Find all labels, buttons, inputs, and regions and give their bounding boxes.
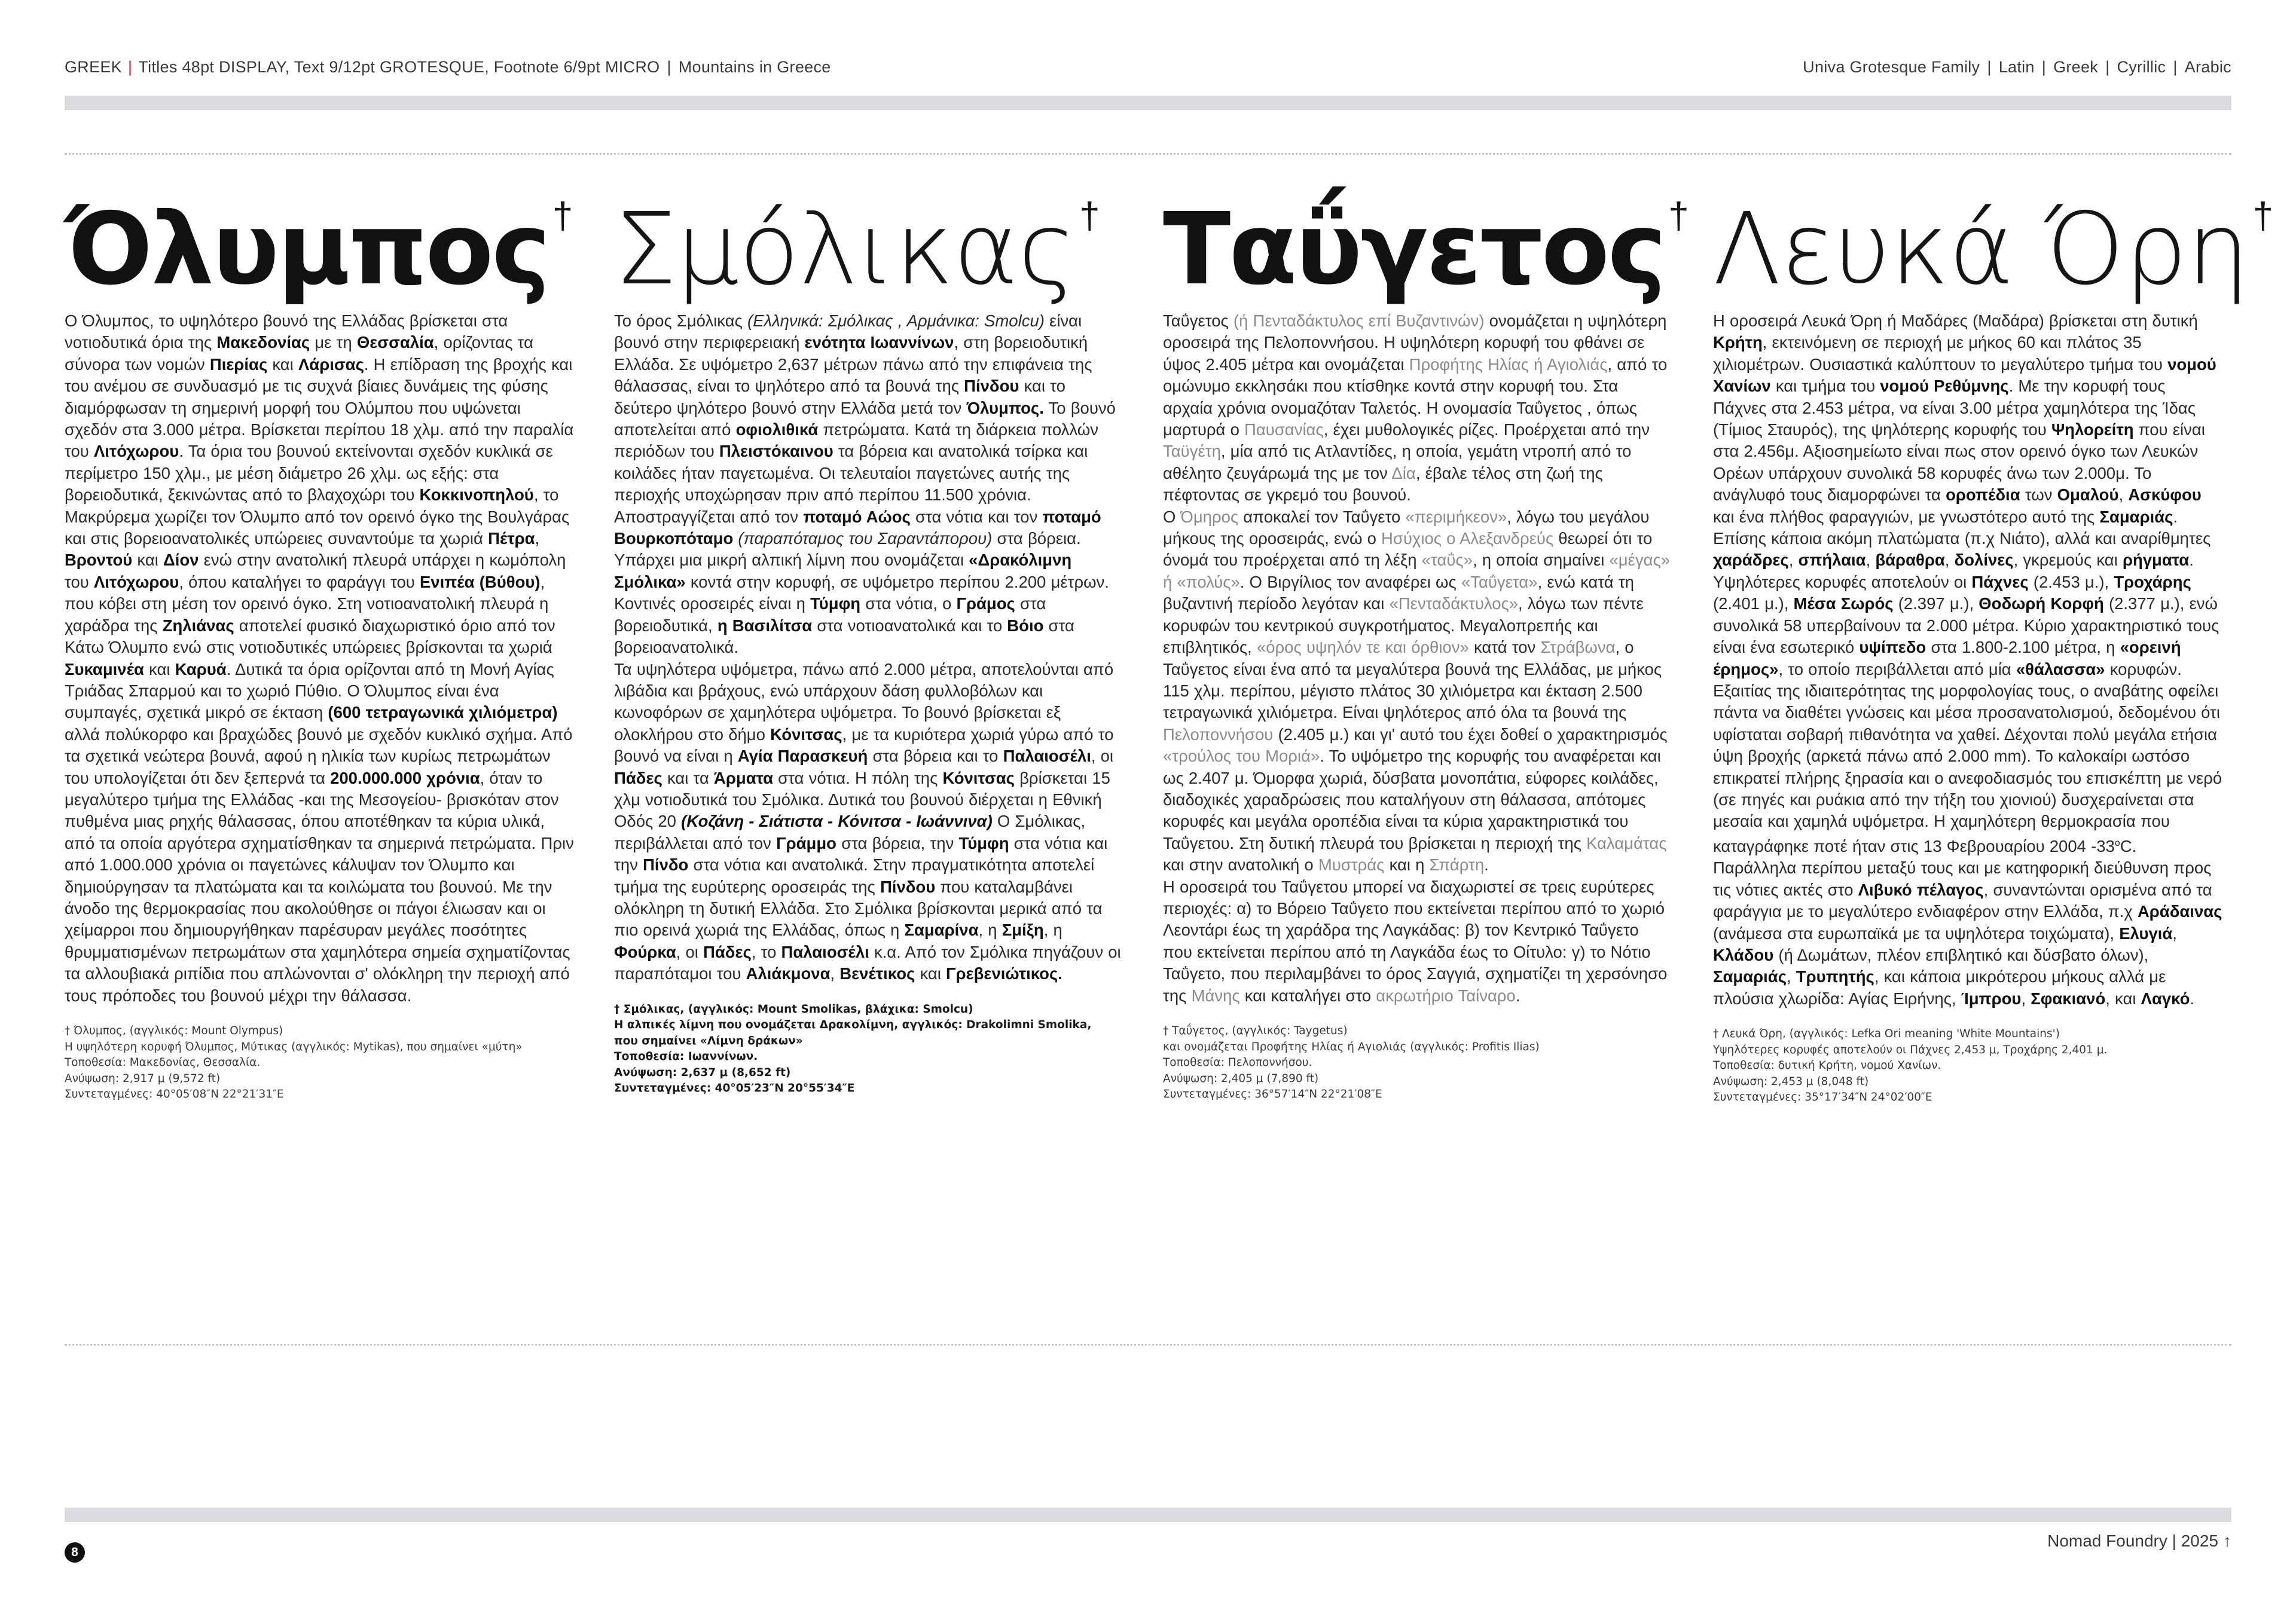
- body-text-smolikas: Το όρος Σμόλικας (Ελληνικά: Σμόλικας , Αρμάνικα: Smolcu) είναι βουνό στην περιφερειακή ενότητα Ιωαννίνων, στη βορειοδυτική Ελλάδα. Σε υψόμετρο 2,637 μέτρων πάνω από την επιφάνεια της θάλασσας, είναι το ψηλότερο από τα βουνά της Πίνδου και το δεύτερο ψηλότερο βουνό στην Ελλάδα μετά τον Όλυμπος. Το βουνό αποτελείται από οφιολιθικά πετρώματα. Κατά τη διάρκεια πολλών περιόδων του Πλειστόκαινου τα βόρεια και ανατολικά τσίρκα και κοιλάδες ήταν παγετωμένα. Οι τελευταίοι παγετώνες αυτής της περιοχής υποχώρησαν πριν από περίπου 11.500 χρόνια. Αποστραγγίζεται από τον ποταμό Αώος στα νότια και τον ποταμό Βουρκοπόταμο (παραπόταμος του Σαραντάπορου) στα βόρεια. Υπάρχει μια μικρή αλπική λίμνη που ονομάζεται «Δρακόλιμνη Σμόλικα» κοντά στην κορυφή, σε υψόμετρο περίπου 2.200 μέτρων. Κοντινές οροσειρές είναι η Τύμφη στα νότια, ο Γράμος στα βορειοδυτικά, η Βασιλίτσα στα νοτιοανατολικά και το Βόιο στα βορειοανατολικά. Τα υψηλότερα υψόμετρα, πάνω από 2.000 μέτρα, αποτελούνται από λιβάδια και βράχους, ενώ υπάρχουν δάση φυλλοβόλων και κωνοφόρων σε χαμηλότερα υψόμετρα. Το βουνό βρίσκεται εξ ολοκλήρου στο δήμο Κόνιτσας, με τα κυριότερα χωριά γύρω από το βουνό να είναι η Αγία Παρασκευή στα βόρεια και το Παλαιοσέλι, οι Πάδες και τα Άρματα στα νότια. Η πόλη της Κόνιτσας βρίσκεται 15 χλμ νοτιοδυτικά του Σμόλικα. Δυτικά του βουνού διέρχεται η Εθνική Οδός 20 (Κοζάνη - Σιάτιστα - Κόνιτσα - Ιωάννινα) Ο Σμόλικας, περιβάλλεται από τον Γράμμο στα βόρεια, την Τύμφη στα νότια και την Πίνδο στα νότια και ανατολικά. Στην πραγματικότητα αποτελεί τμήμα της ευρύτερης οροσειράς της Πίνδου που καταλαμβάνει ολόκληρη τη δυτική Ελλάδα. Στο Σμόλικα βρίσκονται μερικά από τα πιο ορεινά χωριά της Ελλάδας, όπως η Σαμαρίνα, η Σμίξη, η Φούρκα, οι Πάδες, το Παλαιοσέλι κ.α. Από τον Σμόλικα πηγάζουν οι παραπόταμοι του Αλιάκμονα, Βενέτικος και Γρεβενιώτικος.: [614, 311, 1121, 983]
- column-olympus: [65, 192, 574, 1103]
- footnote-line: Τοποθεσία: Ιωαννίνων.: [614, 1050, 758, 1063]
- footer-credit: [2047, 1532, 2231, 1551]
- footnote-line: † Σμόλικας, (αγγλικός: Mount Smolikas, βλάχικα: Smolcu): [614, 1002, 973, 1016]
- page-number: 8: [65, 1542, 85, 1563]
- footnote-line: † Όλυμπος, (αγγλικός: Mount Olympus): [65, 1025, 283, 1037]
- header-spec: Titles 48pt DISPLAY, Text 9/12pt GROTESQUE, Footnote 6/9pt MICRO: [138, 58, 660, 76]
- footnote-line: Ανύψωση: 2,917 μ (9,572 ft): [65, 1072, 221, 1085]
- footnote-line: † Ταΰγετος, (αγγλικός: Taygetus): [1163, 1025, 1348, 1037]
- footnote-line: † Λευκά Όρη, (αγγλικός: Lefka Ori meaning 'White Mountains'): [1713, 1028, 2060, 1041]
- footnote-taygetus: [1163, 1023, 1672, 1103]
- top-grey-rule: [65, 96, 2231, 110]
- header-script-arabic: Arabic: [2184, 58, 2231, 76]
- running-header: [65, 58, 2231, 77]
- column-lefka-ori: [1713, 192, 2274, 1106]
- footnote-line: Ανύψωση: 2,405 μ (7,890 ft): [1163, 1072, 1319, 1085]
- footnote-line: Ανύψωση: 2,637 μ (8,652 ft): [614, 1066, 791, 1079]
- dagger-mark: †: [1079, 195, 1100, 237]
- column-taygetus: [1163, 192, 1689, 1103]
- title-taygetus: Ταΰγετος: [1163, 192, 1665, 307]
- bottom-dotted-rule: [65, 1344, 2231, 1346]
- title-olympus: Όλυμπος: [65, 192, 549, 307]
- dagger-mark: †: [552, 195, 573, 237]
- body-text-taygetus: Ταΰγετος (ή Πενταδάκτυλος επί Βυζαντινών) ονομάζεται η υψηλότερη οροσειρά της Πελοποννήσου. Η υψηλότερη κορυφή του φθάνει σε ύψος 2.405 μέτρα και ονομάζεται Προφήτης Ηλίας ή Αγιολιάς, από το ομώνυμο εκκλησάκι που κτίσθηκε κοντά στην κορυφή του. Στα αρχαία χρόνια ονομαζόταν Ταλετός. Η ονομασία Ταΰγετος , όπως μαρτυρά ο Παυσανίας, έχει μυθολογικές ρίζες. Προέρχεται από την Ταϋγέτη, μία από τις Ατλαντίδες, η οποία, γεμάτη ντροπή από το αθέλητο ζευγάρωμά της με τον Δία, έβαλε τέλος στη ζωή της πέφτοντας σε γκρεμό του βουνού. Ο Όμηρος αποκαλεί τον Ταΰγετο «περιμήκεον», λόγω του μεγάλου μήκους της οροσειράς, ενώ ο Ησύχιος ο Αλεξανδρεύς θεωρεί ότι το όνομά του προέρχεται από τη λέξη «ταΰς», η οποία σημαίνει «μέγας» ή «πολύς». Ο Βιργίλιος τον αναφέρει ως «Ταΰγετα», ενώ κατά τη βυζαντινή περίοδο λεγόταν και «Πενταδάκτυλος», λόγω των πέντε κορυφών του κεντρικού συγκροτήματος. Μεγαλοπρεπής και επιβλητικός, «όρος υψηλόν τε και όρθιον» κατά τον Στράβωνα, ο Ταΰγετος είναι ένα από τα μεγαλύτερα βουνά της Ελλάδας, με μήκος 115 χλμ. περίπου, μέγιστο πλάτος 30 χιλιόμετρα και έκταση 2.500 τετραγωνικά χιλιόμετρα. Είναι ψηλότερος από όλα τα βουνά της Πελοποννήσου (2.405 μ.) και γι' αυτό του έχει δοθεί ο χαρακτηρισμός «τρούλος του Μοριά». Το υψόμετρο της κορυφής του αναφέρεται και ως 2.407 μ. Όμορφα χωριά, δύσβατα μονοπάτια, εύφορες κοιλάδες, διαδοχικές χαραδρώσεις που καταλήγουν στη θάλασσα, απότομες κορυφές και μεγάλα οροπέδια είναι τα κύρια χαρακτηριστικά του Ταΰγετου. Στη δυτική πλευρά του βρίσκεται η περιοχή της Καλαμάτας και στην ανατολική ο Μυστράς και η Σπάρτη. Η οροσειρά του Ταΰγετου μπορεί να διαχωριστεί σε τρεις ευρύτερες περιοχές: α) το Βόρειο Ταΰγετο που εκτείνεται περίπου από το χωριό Λεοντάρι έως τη χαράδρα της Λαγκάδας: β) τον Κεντρικό Ταΰγετο που εκτείνεται περίπου από τη Λαγκάδα έως το Οίτυλο: γ) το Νότιο Ταΰγετο, που περιλαμβάνει το όρος Σαγγιά, σχηματίζει τη χερσόνησο της Μάνης και καταλήγει στο ακρωτήριο Ταίναρο.: [1163, 311, 1671, 1005]
- footnote-olympus: [65, 1023, 574, 1103]
- footnote-line: Συντεταγμένες: 36°57′14″N 22°21′08″E: [1163, 1088, 1382, 1101]
- footnote-line: που σημαίνει «Λίμνη δράκων»: [614, 1034, 803, 1047]
- footnote-lefka-ori: [1713, 1026, 2222, 1106]
- footnote-line: Ανύψωση: 2,453 μ (8,048 ft): [1713, 1075, 1869, 1088]
- footnote-line: Τοποθεσία: δυτική Κρήτη, νομού Χανίων.: [1713, 1059, 1941, 1072]
- dagger-mark: †: [1668, 195, 1689, 237]
- header-family: Univa Grotesque Family: [1803, 58, 1980, 76]
- footnote-line: Η αλπικές λίμνη που ονομάζεται Δρακολίμνη, αγγλικός: Drakolimni Smolika,: [614, 1019, 1092, 1032]
- title-lefka-ori: Λευκά Όρη: [1713, 192, 2249, 307]
- footnote-line: Υψηλότερες κορυφές αποτελούν οι Πάχνες 2,453 μ, Τροχάρης 2,401 μ.: [1713, 1043, 2108, 1056]
- header-script-cyrillic: Cyrillic: [2117, 58, 2166, 76]
- column-smolikas: [614, 192, 1123, 1097]
- footnote-line: Συντεταγμένες: 40°05′08″N 22°21′31″E: [65, 1088, 284, 1101]
- footnote-smolikas: [614, 1002, 1123, 1097]
- footnote-line: Τοποθεσία: Μακεδονίας, Θεσσαλία.: [65, 1056, 261, 1069]
- body-text-olympus: Ο Όλυμπος, το υψηλότερο βουνό της Ελλάδας βρίσκεται στα νοτιοδυτικά όρια της Μακεδονίας με τη Θεσσαλία, ορίζοντας τα σύνορα των νομών Πιερίας και Λάρισας. Η επίδραση της βροχής και του ανέμου σε συνδυασμό με τις συχνά βίαιες δυνάμεις της φύσης διαμόρφωσαν τη σημερινή μορφή του Ολύμπου που υψώνεται σχεδόν στα 3.000 μέτρα. Βρίσκεται περίπου 18 χλμ. από την παραλία του Λιτόχωρου. Τα όρια του βουνού εκτείνονται σχεδόν κυκλικά σε περίμετρο 150 χλμ., με μέση διάμετρο 26 χλμ. ως εξής: στα βορειοδυτικά, ξεκινώντας από το βλαχοχώρι του Κοκκινοπηλού, το Μακρύρεμα χωρίζει τον Όλυμπο από τον ορεινό όγκο της Βουλγάρας και στις βορειοανατολικές υπώρειες συναντούμε τα χωριά Πέτρα, Βροντού και Δίον ενώ στην ανατολική πλευρά υπάρχει η κωμόπολη του Λιτόχωρου, όπου καταλήγει το φαράγγι του Ενιπέα (Βύθου), που κόβει στη μέση τον ορεινό όγκο. Στη νοτιοανατολική πλευρά η χαράδρα της Ζηλιάνας αποτελεί φυσικό διαχωριστικό όριο από τον Κάτω Όλυμπο ενώ στις νοτιοδυτικές υπώρειες βρίσκονται τα χωριά Συκαμινέα και Καρυά. Δυτικά τα όρια ορίζονται από τη Μονή Αγίας Τριάδας Σπαρμού και το χωριό Πύθιο. Ο Όλυμπος είναι ένα συμπαγές, σχετικά μικρό σε έκταση (600 τετραγωνικά χιλιόμετρα) αλλά πολύκορφο και βραχώδες βουνό με σχεδόν κυκλικό σχήμα. Από τα σχετικά νεώτερα βουνά, αφού η ηλικία των κυρίως πετρωμάτων του υπολογίζεται ότι δεν ξεπερνά τα 200.000.000 χρόνια, όταν το μεγαλύτερο τμήμα της Ελλάδας -και της Μεσογείου- βρισκόταν στον πυθμένα μιας ρηχής θάλασσας, όπου αποτέθηκαν τα κύρια υλικά, από τα οποία αργότερα σχηματίσθηκαν τα σημερινά πετρώματα. Πριν από 1.000.000 χρόνια οι παγετώνες κάλυψαν τον Όλυμπο και δημιούργησαν τα πλατώματα και τα κοιλώματα του βουνού. Με την άνοδο της θερμοκρασίας που ακολούθησε οι πάγοι έλιωσαν και οι χείμαρροι που δημιουργήθηκαν παρέσυραν μεγάλες ποσότητες θρυμματισμένων πετρωμάτων στα χαμηλότερα σημεία σχηματίζοντας τα αλλουβιακά ριπίδια που απλώνονται σ' ολόκληρη την περιοχή από τους πρόποδες του βουνού μέχρι την θάλασσα.: [65, 311, 574, 1005]
- arrow-up-icon: ↑: [2223, 1532, 2231, 1550]
- footnote-line: Συντεταγμένες: 35°17′34″N 24°02′00″E: [1713, 1091, 1932, 1104]
- footnote-line: Η υψηλότερη κορυφή Όλυμπος, Μύτικας (αγγλικός: Mytikas), που σημαίνει «μύτη»: [65, 1040, 523, 1053]
- header-script-greek: Greek: [2053, 58, 2099, 76]
- header-left: GREEK | Titles 48pt DISPLAY, Text 9/12pt GROTESQUE, Footnote 6/9pt MICRO | Mountains in Greece: [65, 58, 831, 76]
- footnote-line: Τοποθεσία: Πελοποννήσου.: [1163, 1056, 1312, 1069]
- header-right: Univa Grotesque Family | Latin | Greek | Cyrillic | Arabic: [1803, 58, 2231, 76]
- title-smolikas: Σμόλικας: [614, 192, 1076, 307]
- bottom-grey-rule: [65, 1508, 2231, 1522]
- body-text-lefka-ori: Η οροσειρά Λευκά Όρη ή Μαδάρες (Μαδάρα) βρίσκεται στη δυτική Κρήτη, εκτεινόμενη σε περιοχή με μήκος 60 και πλάτος 35 χιλιομέτρων. Ουσιαστικά καλύπτουν το μεγαλύτερο τμήμα του νομού Χανίων και τμήμα του νομού Ρεθύμνης. Με την κορυφή τους Πάχνες στα 2.453 μέτρα, να είναι 3.00 μέτρα χαμηλότερα της Ίδας (Τίμιος Σταυρός), της ψηλότερης κορυφής του Ψηλορείτη που είναι στα 2.456μ. Αξιοσημείωτο είναι πως στον ορεινό όγκο των Λευκών Ορέων υπάρχουν συνολικά 58 κορυφές άνω των 2.000μ. Το ανάγλυφό τους διαμορφώνει τα οροπέδια των Ομαλού, Ασκύφου και ένα πλήθος φαραγγιών, με γνωστότερο αυτό της Σαμαριάς. Επίσης κάποια ακόμη πλατώματα (π.χ Νιάτο), αλλά και αναρίθμητες χαράδρες, σπήλαια, βάραθρα, δολίνες, γκρεμούς και ρήγματα. Υψηλότερες κορυφές αποτελούν οι Πάχνες (2.453 μ.), Τροχάρης (2.401 μ.), Μέσα Σωρός (2.397 μ.), Θοδωρή Κορφή (2.377 μ.), ενώ συνολικά 58 υπερβαίνουν τα 2.000 μέτρα. Κύριο χαρακτηριστικό τους είναι ένα εσωτερικό υψίπεδο στα 1.800-2.100 μέτρα, η «ορεινή έρημος», το οποίο περιβάλλεται από μία «θάλασσα» κορυφών. Εξαιτίας της ιδιαιτερότητας της μορφολογίας τους, ο αναβάτης οφείλει πάντα να διαθέτει γνώσεις και μέσα προσανατολισμού, δεδομένου ότι υφίσταται σοβαρή πιθανότητα να χαθεί. Δέχονται πολύ μεγάλα ετήσια ύψη βροχής (αρκετά πάνω από 2.000 mm). Το καλοκαίρι ωστόσο επικρατεί πλήρης ξηρασία και ο ανεφοδιασμός του επισκέπτη με νερό (σε πηγές και ρυάκια από την τήξη του χιονιού) δυσχεραίνεται στα μεσαία και χαμηλά υψόμετρα. Η χαμηλότερη θερμοκρασία που καταγράφηκε ποτέ ήταν στις 13 Φεβρουαρίου 2004 -33$^o$C. Παράλληλα περίπου μεταξύ τους και με κατηφορική διεύθυνση προς τις νότιες ακτές στο Λιβυκό πέλαγος, συναντώνται ορισμένα από τα φαράγγια με το μεγαλύτερο ενδιαφέρον στην Ελλάδα, π.χ Αράδαινας (ανάμεσα στα ευρωπαϊκά με τα υψηλότερα τοιχώματα), Ελυγιά, Κλάδου (ή Δωμάτων, πλέον επιβλητικό και δύσβατο όλων), Σαμαριάς, Τρυπητής, και κάποια μικρότερου μήκους αλλά με πλούσια χλωρίδα: Αγίας Ειρήνης, Ίμπρου, Σφακιανό, και Λαγκό.: [1713, 311, 2222, 1008]
- header-topic: Mountains in Greece: [678, 58, 831, 76]
- footer-text: Nomad Foundry | 2025: [2047, 1532, 2218, 1550]
- header-script-latin: Latin: [1998, 58, 2035, 76]
- footnote-line: και ονομάζεται Προφήτης Ηλίας ή Αγιολιάς (αγγλικός: Profitis Ilias): [1163, 1040, 1540, 1053]
- dagger-mark: †: [2252, 195, 2274, 237]
- top-dotted-rule: [65, 153, 2231, 155]
- header-language: GREEK: [65, 58, 123, 76]
- footnote-line: Συντεταγμένες: 40°05′23″N 20°55′34″E: [614, 1082, 855, 1095]
